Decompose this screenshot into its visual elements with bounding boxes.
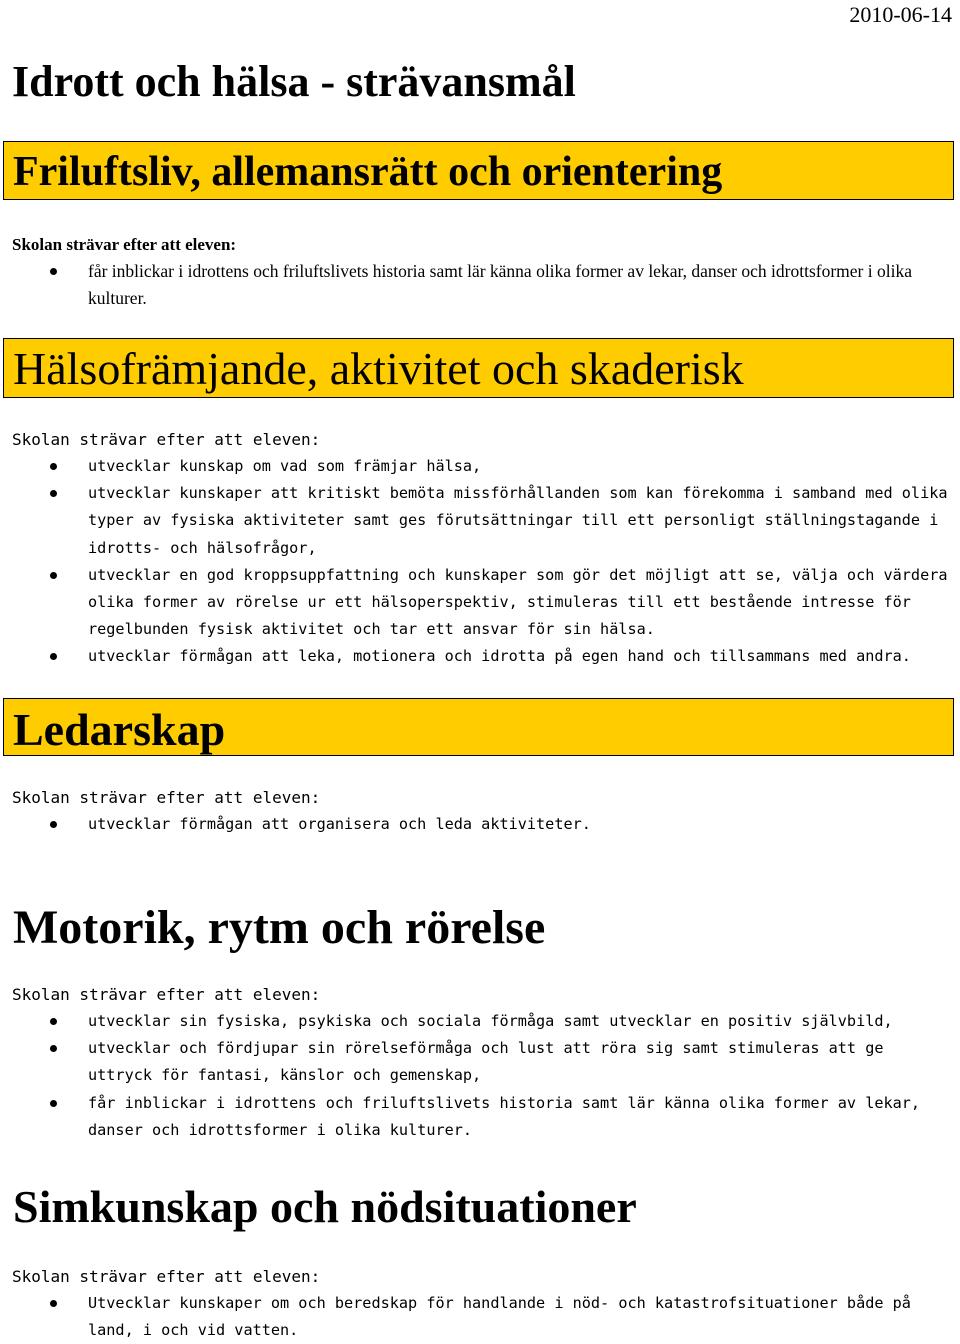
list-item-text: utvecklar kunskap om vad som främjar hälsa,	[88, 457, 482, 475]
section-friluftsliv	[0, 141, 960, 312]
list-item	[0, 1090, 960, 1144]
bullet-icon	[50, 1300, 57, 1307]
bullet-list	[0, 258, 960, 312]
list-item	[0, 258, 960, 312]
bullet-list	[0, 453, 960, 671]
list-item	[0, 562, 960, 644]
list-item-text: utvecklar sin fysiska, psykiska och sociala förmåga samt utvecklar en positiv självbild,	[88, 1012, 893, 1030]
bullet-icon	[50, 463, 57, 470]
section-heading: Friluftsliv, allemansrätt och orientering	[3, 141, 954, 200]
section-halsoframjande	[0, 338, 960, 671]
section-heading: Motorik, rytm och rörelse	[13, 901, 546, 954]
list-item-text: utvecklar förmågan att organisera och leda aktiviteter.	[88, 815, 591, 833]
bullet-icon	[50, 821, 57, 828]
bullet-icon	[50, 490, 57, 497]
bullet-icon	[50, 1100, 57, 1107]
bullet-list	[0, 1290, 960, 1344]
list-item-text: utvecklar och fördjupar sin rörelseförmåga och lust att röra sig samt stimuleras att ge uttryck för fantasi, känslor och gemenskap,	[88, 1039, 884, 1085]
list-item-text: får inblickar i idrottens och friluftslivets historia samt lär känna olika former av lekar, danser och idrottsformer i olika kulturer.	[88, 1093, 921, 1139]
section-simkunskap	[0, 1175, 960, 1344]
list-item	[0, 1008, 960, 1035]
list-item-text: får inblickar i idrottens och friluftslivets historia samt lär känna olika former av lekar, danser och idrottsformer i olika kulturer.	[88, 261, 912, 309]
bullet-icon	[50, 268, 57, 275]
section-heading: Hälsofrämjande, aktivitet och skaderisk	[3, 338, 954, 398]
list-item	[0, 811, 960, 838]
list-item-text: utvecklar kunskaper att kritiskt bemöta missförhållanden som kan förekomma i samband med olika typer av fysiska aktiviteter samt ges förutsättningar till ett personligt ställningstagande i idrotts- och hälsofrågor,	[88, 484, 948, 557]
bullet-icon	[50, 572, 57, 579]
list-item	[0, 453, 960, 480]
section-ledarskap	[0, 698, 960, 838]
section-heading: Simkunskap och nödsituationer	[13, 1181, 637, 1232]
list-item	[0, 643, 960, 670]
list-item-text: Utvecklar kunskaper om och beredskap för handlande i nöd- och katastrofsituationer både på land, i och vid vatten.	[88, 1294, 911, 1340]
bullet-list	[0, 1008, 960, 1144]
list-item-text: utvecklar en god kroppsuppfattning och kunskaper som gör det möjligt att se, välja och värdera olika former av rörelse ur ett hälsoperspektiv, stimuleras till ett bestående intresse för regelbunden fysisk aktivitet och tar ett ansvar för sin hälsa.	[88, 565, 948, 639]
section-heading: Ledarskap	[3, 698, 954, 756]
list-item-text: utvecklar förmågan att leka, motionera och idrotta på egen hand och tillsammans med andra.	[88, 647, 911, 666]
section-lead: Skolan strävar efter att eleven:	[12, 430, 321, 449]
section-lead: Skolan strävar efter att eleven:	[12, 788, 321, 807]
section-lead: Skolan strävar efter att eleven:	[12, 985, 321, 1004]
bullet-icon	[50, 1018, 57, 1025]
section-motorik	[0, 895, 960, 1144]
list-item	[0, 1035, 960, 1089]
list-item	[0, 480, 960, 562]
bullet-icon	[50, 653, 57, 660]
section-lead: Skolan strävar efter att eleven:	[12, 1267, 321, 1286]
document-date: 2010-06-14	[849, 2, 952, 27]
section-lead: Skolan strävar efter att eleven:	[12, 235, 237, 254]
bullet-icon	[50, 1045, 57, 1052]
bullet-list	[0, 811, 960, 838]
page-title: Idrott och hälsa - strävansmål	[12, 57, 576, 106]
list-item	[0, 1290, 960, 1344]
